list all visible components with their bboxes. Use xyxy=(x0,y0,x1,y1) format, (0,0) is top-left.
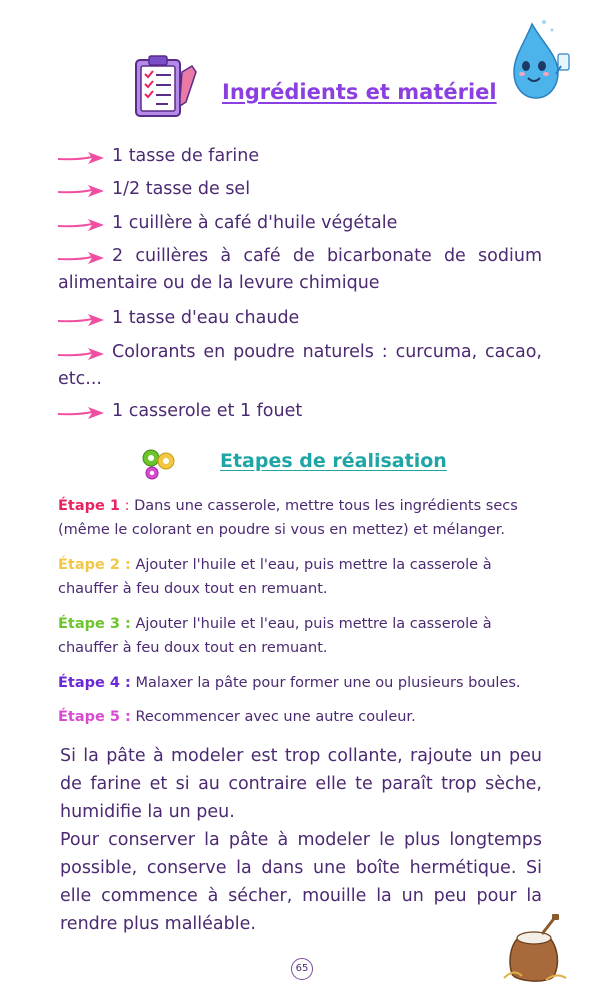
step-text: Dans une casserole, mettre tous les ingrédients secs (même le colorant en poudre si vous en mettez) et mélanger. xyxy=(58,498,518,538)
pink-arrow-icon xyxy=(58,343,104,357)
ingredient-item xyxy=(58,305,542,332)
ingredient-text: 1 tasse d'eau chaude xyxy=(112,308,300,328)
pink-arrow-icon xyxy=(58,147,104,161)
ingredient-item xyxy=(58,176,542,203)
water-drop-mascot-icon xyxy=(506,14,572,104)
pink-arrow-icon xyxy=(58,247,104,261)
ingredient-item xyxy=(58,243,542,297)
steps-title: Etapes de réalisation xyxy=(220,450,447,472)
step-label: Étape 2 : xyxy=(58,557,131,573)
step-label: Étape 4 : xyxy=(58,675,131,691)
ingredient-item xyxy=(58,210,542,237)
ingredient-text: 1 cuillère à café d'huile végétale xyxy=(112,213,398,233)
step-text: Ajouter l'huile et l'eau, puis mettre la casserole à chauffer à feu doux tout en remuant. xyxy=(58,557,492,597)
ingredient-item xyxy=(58,143,542,170)
tip-paragraph-2: Pour conserver la pâte à modeler le plus longtemps possible, conserve la dans une boîte hermétique. Si elle commence à sécher, mouille la un peu pour la rendre plus malléable. xyxy=(60,830,542,934)
ingredient-text: 2 cuillères à café de bicarbonate de sodium alimentaire ou de la levure chimique xyxy=(58,246,542,293)
step-item xyxy=(58,705,544,729)
ingredient-text: Colorants en poudre naturels : curcuma, cacao, etc... xyxy=(58,342,542,389)
step-label: Étape 5 : xyxy=(58,709,131,725)
pink-arrow-icon xyxy=(58,402,104,416)
step-text: Ajouter l'huile et l'eau, puis mettre la casserole à chauffer à feu doux tout en remuant. xyxy=(58,616,492,656)
step-text: Malaxer la pâte pour former une ou plusieurs boules. xyxy=(135,675,521,691)
ingredient-text: 1 casserole et 1 fouet xyxy=(112,401,303,421)
ingredient-item xyxy=(58,398,542,425)
step-text: Recommencer avec une autre couleur. xyxy=(135,709,416,725)
page-number: 65 xyxy=(291,958,313,980)
step-item xyxy=(58,671,544,695)
step-separator: : xyxy=(119,498,135,514)
flour-sack-icon xyxy=(502,912,568,986)
gears-icon xyxy=(138,446,178,480)
step-label: Étape 1 xyxy=(58,498,120,514)
ingredients-title: Ingrédients et matériel xyxy=(222,80,497,104)
step-item xyxy=(58,494,544,542)
clipboard-checklist-icon xyxy=(130,52,200,120)
ingredient-text: 1 tasse de farine xyxy=(112,146,260,166)
pink-arrow-icon xyxy=(58,214,104,228)
pink-arrow-icon xyxy=(58,180,104,194)
step-label: Étape 3 : xyxy=(58,616,131,632)
step-item xyxy=(58,553,544,601)
tip-paragraph-1: Si la pâte à modeler est trop collante, rajoute un peu de farine et si au contraire elle te paraît trop sèche, humidifie la un peu. xyxy=(60,746,542,822)
ingredient-item xyxy=(58,339,542,393)
ingredient-text: 1/2 tasse de sel xyxy=(112,179,251,199)
step-item xyxy=(58,612,544,660)
pink-arrow-icon xyxy=(58,309,104,323)
